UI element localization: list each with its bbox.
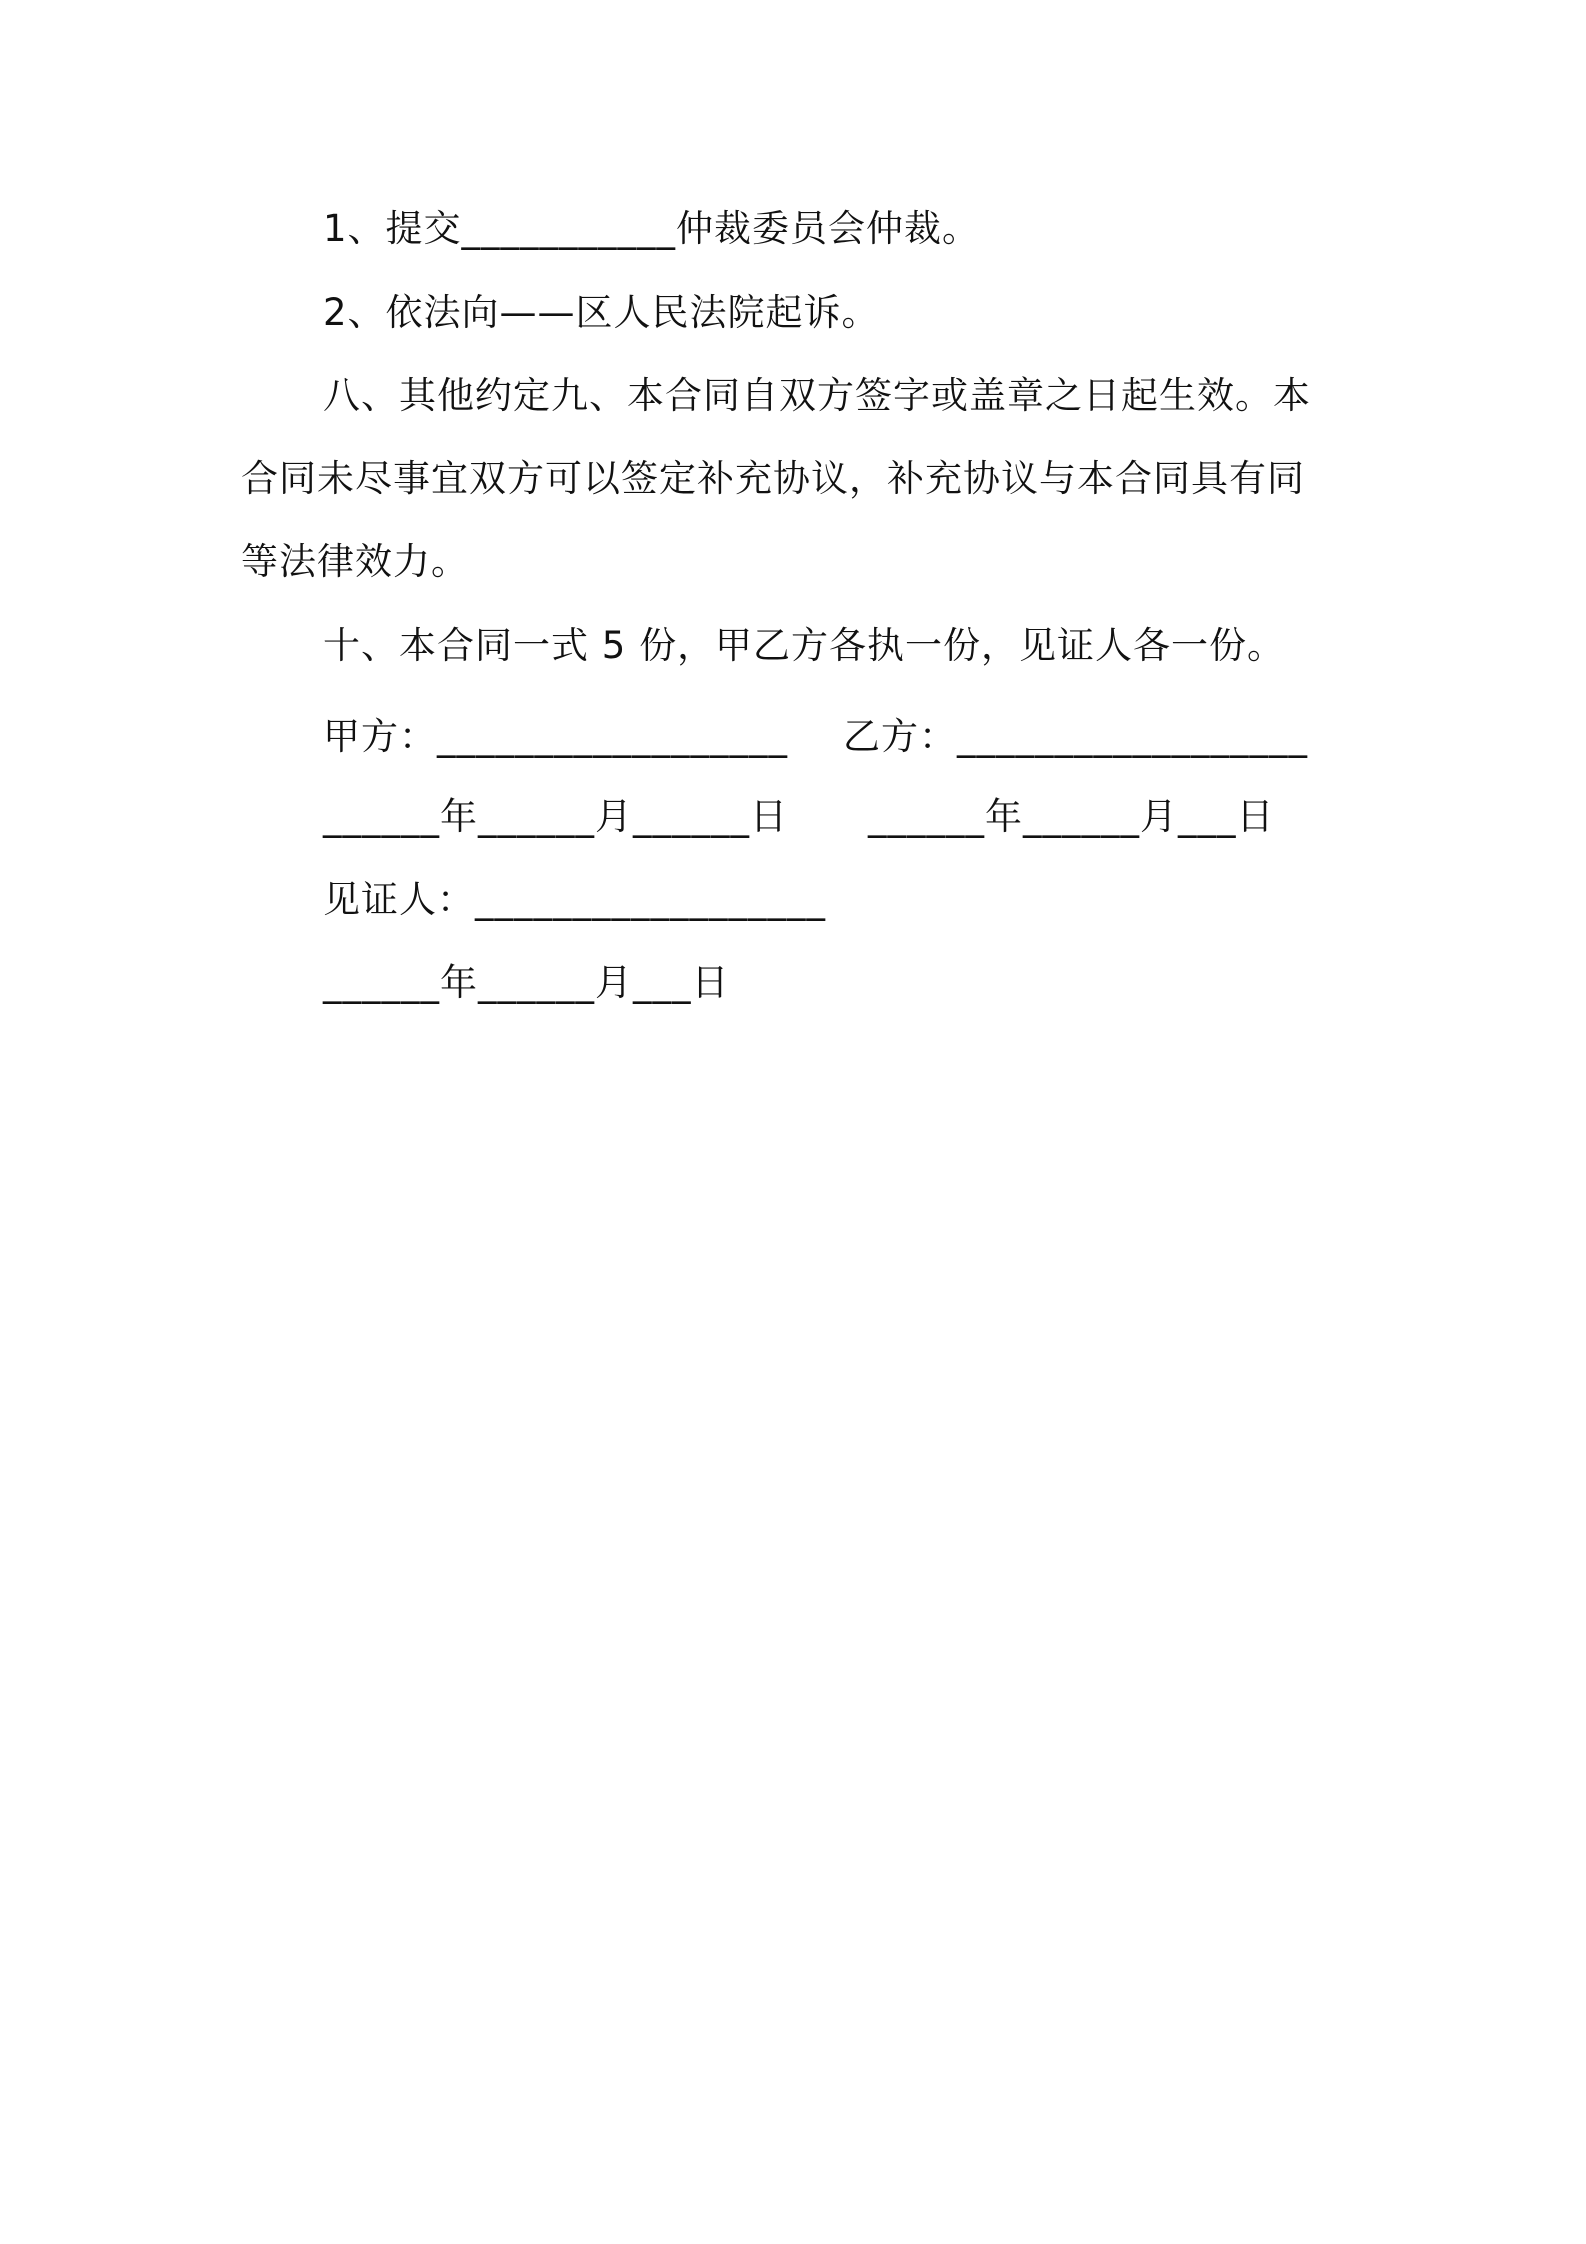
witness-date: ______年______月___日 [323,961,730,1004]
clause-2-litigation: 2、依法向——区人民法院起诉。 [323,291,880,334]
paragraph-10: 十、本合同一式 5 份，甲乙方各执一份，见证人各一份。 [323,624,1286,667]
witness-signature: 见证人：__________________ [323,878,826,921]
party-b-signature: 乙方：__________________ [843,715,1308,758]
paragraph-8-line-3: 等法律效力。 [241,540,469,583]
clause-1-arbitration: 1、提交___________仲裁委员会仲裁。 [323,207,981,250]
paragraph-8-line-1: 八、其他约定九、本合同自双方签字或盖章之日起生效。本 [323,374,1311,417]
party-b-date: ______年______月___日 [868,795,1275,838]
party-a-signature: 甲方：__________________ [323,715,788,758]
party-a-date: ______年______月______日 [323,795,788,838]
signature-row [323,713,788,761]
paragraph-8-line-2: 合同未尽事宜双方可以签定补充协议，补充协议与本合同具有同 [241,457,1305,500]
